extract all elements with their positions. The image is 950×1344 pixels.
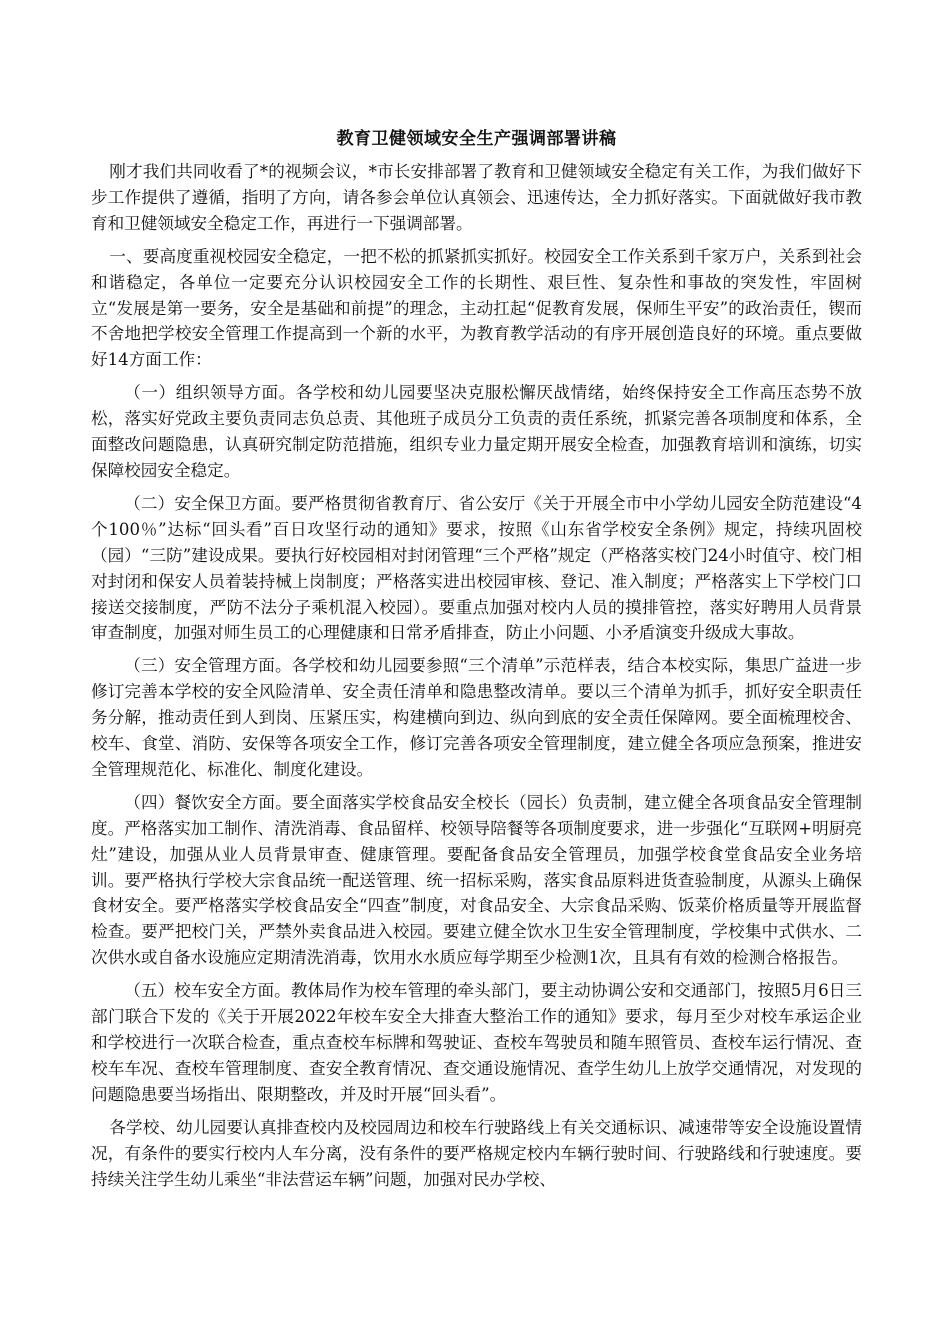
paragraph-safety-management: （三）安全管理方面。各学校和幼儿园要参照“三个清单”示范样表，结合本校实际，集思广益进一步修订完善本学校的安全风险清单、安全责任清单和隐患整改清单。要以三个清单为抓手，抓好安全职责任务分解，推动责任到人到岗、压紧压实，构建横向到边、纵向到底的安全责任保障网。要全面梳理校舍、校车、食堂、消防、安保等各项安全工作，修订完善各项安全管理制度，建立健全各项应急预案，推进安全管理规范化、标准化、制度化建设。	[91, 656, 862, 779]
paragraph-organization-leadership: （一）组织领导方面。各学校和幼儿园要坚决克服松懈厌战情绪，始终保持安全工作高压态势不放松，落实好党政主要负责同志负总责、其他班子成员分工负责的责任系统，抓紧完善各项制度和体系，全面整改问题隐患，认真研究制定防范措施，组织专业力量定期开展安全检查，加强教育培训和演练，切实保障校园安全稳定。	[91, 383, 862, 480]
paragraph-section-1: 一、要高度重视校园安全稳定，一把不松的抓紧抓实抓好。校园安全工作关系到千家万户，关系到社会和谐稳定，各单位一定要充分认识校园安全工作的长期性、艰巨性、复杂性和事故的突发性，牢固树立“发展是第一要务，安全是基础和前提”的理念，主动扛起“促教育发展，保师生平安”的政治责任，锲而不舍地把学校安全管理工作提高到一个新的水平，为教育教学活动的有序开展创造良好的环境。重点要做好14方面工作：	[91, 246, 862, 370]
document-title: 教育卫健领域安全生产强调部署讲稿	[336, 129, 617, 149]
paragraph-traffic-safety: 各学校、幼儿园要认真排查校内及校园周边和校车行驶路线上有关交通标识、减速带等安全设施设置情况，有条件的要实行校内人车分离，没有条件的要严格规定校内车辆行驶时间、行驶路线和行驶速度。要持续关注学生幼儿乘坐“非法营运车辆”问题，加强对民办学校、	[91, 1117, 862, 1189]
paragraph-security-protection: （二）安全保卫方面。要严格贯彻省教育厅、省公安厅《关于开展全市中小学幼儿园安全防范建设“4个100％”达标“回头看”百日攻坚行动的通知》要求，按照《山东省学校安全条例》规定，持续巩固校（园）“三防”建设成果。要执行好校园相对封闭管理“三个严格”规定（严格落实校门24小时值守、校门相对封闭和保安人员着装持械上岗制度；严格落实进出校园审核、登记、准入制度；严格落实上下学校门口接送交接制度，严防不法分子乘机混入校园）。要重点加强对校内人员的摸排管控，落实好聘用人员背景审查制度，加强对师生员工的心理健康和日常矛盾排查，防止小问题、小矛盾演变升级成大事故。	[91, 493, 862, 643]
paragraph-food-safety: （四）餐饮安全方面。要全面落实学校食品安全校长（园长）负责制，建立健全各项食品安全管理制度。严格落实加工制作、清洗消毒、食品留样、校领导陪餐等各项制度要求，进一步强化“互联网+明厨亮灶”建设，加强从业人员背景审查、健康管理。要配备食品安全管理员，加强学校食堂食品安全业务培训。要严格执行学校大宗食品统一配送管理、统一招标采购，落实食品原料进货查验制度，从源头上确保食材安全。要严格落实学校食品安全“四查”制度，对食品安全、大宗食品采购、饭菜价格质量等开展监督检查。要严把校门关，严禁外卖食品进入校园。要建立健全饮水卫生安全管理制度，学校集中式供水、二次供水或自备水设施应定期清洗消毒，饮用水水质应每学期至少检测1次，且具有有效的检测合格报告。	[91, 792, 862, 968]
paragraph-school-bus-safety: （五）校车安全方面。教体局作为校车管理的牵头部门，要主动协调公安和交通部门，按照5月6日三部门联合下发的《关于开展2022年校车安全大排查大整治工作的通知》要求，每月至少对校车承运企业和学校进行一次联合检查，重点查校车标牌和驾驶证、查校车驾驶员和随车照管员、查校车运行情况、查校车车况、查校车管理制度、查安全教育情况、查交通设施情况、查学生幼儿上放学交通情况，对发现的问题隐患要当场指出、限期整改，并及时开展“回头看”。	[91, 981, 862, 1104]
document-page	[91, 128, 862, 1199]
paragraph-intro: 刚才我们共同收看了*的视频会议，*市长安排部署了教育和卫健领域安全稳定有关工作，为我们做好下步工作提供了遵循，指明了方向，请各参会单位认真领会、迅速传达，全力抓好落实。下面就做好我市教育和卫健领域安全稳定工作，再进行一下强调部署。	[91, 162, 862, 233]
